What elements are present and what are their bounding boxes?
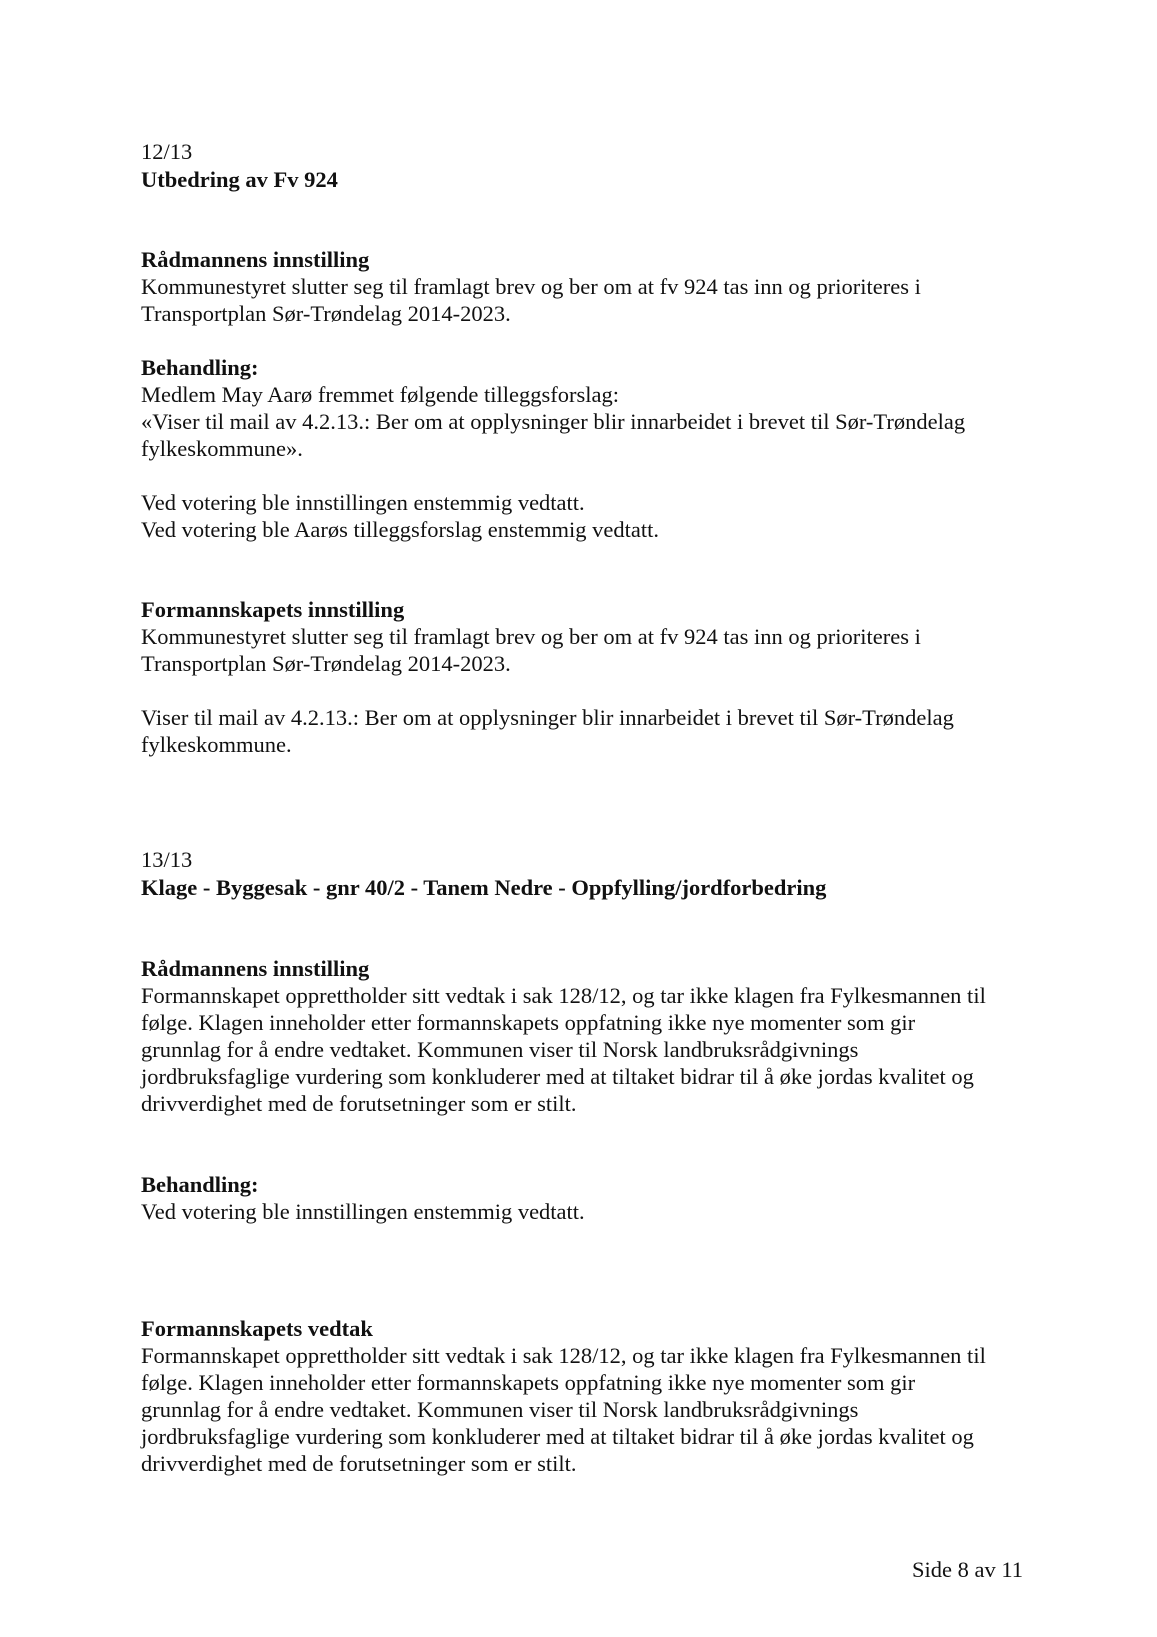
paragraph-line: jordbruksfaglige vurdering som konkluderer med at tiltaket bidrar til å øke jordas kvalitet og — [141, 1064, 974, 1089]
paragraph-line: Kommunestyret slutter seg til framlagt brev og ber om at fv 924 tas inn og prioriteres i — [141, 274, 921, 299]
section-heading-radmann: Rådmannens innstilling — [141, 247, 370, 272]
paragraph-line: fylkeskommune. — [141, 732, 292, 757]
section-heading-formannskap: Formannskapets innstilling — [141, 597, 405, 622]
case-number: 13/13 — [141, 847, 193, 872]
case-title: Utbedring av Fv 924 — [141, 167, 338, 192]
section-heading-behandling: Behandling: — [141, 355, 259, 380]
case-number: 12/13 — [141, 139, 193, 164]
paragraph-line: fylkeskommune». — [141, 436, 303, 461]
paragraph-line: Medlem May Aarø fremmet følgende tilleggsforslag: — [141, 382, 619, 407]
paragraph-line: Viser til mail av 4.2.13.: Ber om at opplysninger blir innarbeidet i brevet til Sør-Trøndelag — [141, 705, 954, 730]
paragraph-line: grunnlag for å endre vedtaket. Kommunen viser til Norsk landbruksrådgivnings — [141, 1397, 859, 1422]
paragraph-line: Formannskapet opprettholder sitt vedtak i sak 128/12, og tar ikke klagen fra Fylkesmannen til — [141, 983, 986, 1008]
section-heading-vedtak: Formannskapets vedtak — [141, 1316, 373, 1341]
paragraph-line: Ved votering ble innstillingen enstemmig vedtatt. — [141, 490, 585, 515]
paragraph-line: Ved votering ble Aarøs tilleggsforslag enstemmig vedtatt. — [141, 517, 660, 542]
paragraph-line: Formannskapet opprettholder sitt vedtak i sak 128/12, og tar ikke klagen fra Fylkesmannen til — [141, 1343, 986, 1368]
paragraph-line: drivverdighet med de forutsetninger som er stilt. — [141, 1091, 577, 1116]
paragraph-line: grunnlag for å endre vedtaket. Kommunen viser til Norsk landbruksrådgivnings — [141, 1037, 859, 1062]
paragraph-line: jordbruksfaglige vurdering som konkluderer med at tiltaket bidrar til å øke jordas kvalitet og — [141, 1424, 974, 1449]
paragraph-line: Kommunestyret slutter seg til framlagt brev og ber om at fv 924 tas inn og prioriteres i — [141, 624, 921, 649]
case-title: Klage - Byggesak - gnr 40/2 - Tanem Nedre - Oppfylling/jordforbedring — [141, 875, 827, 900]
page-number: Side 8 av 11 — [911, 1557, 1023, 1582]
paragraph-line: «Viser til mail av 4.2.13.: Ber om at opplysninger blir innarbeidet i brevet til Sør-Trøndelag — [141, 409, 966, 434]
paragraph-line: Transportplan Sør-Trøndelag 2014-2023. — [141, 651, 511, 676]
paragraph-line: Ved votering ble innstillingen enstemmig vedtatt. — [141, 1199, 585, 1224]
section-heading-radmann: Rådmannens innstilling — [141, 956, 370, 981]
section-heading-behandling: Behandling: — [141, 1172, 259, 1197]
paragraph-line: følge. Klagen inneholder etter formannskapets oppfatning ikke nye momenter som gir — [141, 1010, 916, 1035]
paragraph-line: drivverdighet med de forutsetninger som er stilt. — [141, 1451, 577, 1476]
paragraph-line: følge. Klagen inneholder etter formannskapets oppfatning ikke nye momenter som gir — [141, 1370, 916, 1395]
paragraph-line: Transportplan Sør-Trøndelag 2014-2023. — [141, 301, 511, 326]
